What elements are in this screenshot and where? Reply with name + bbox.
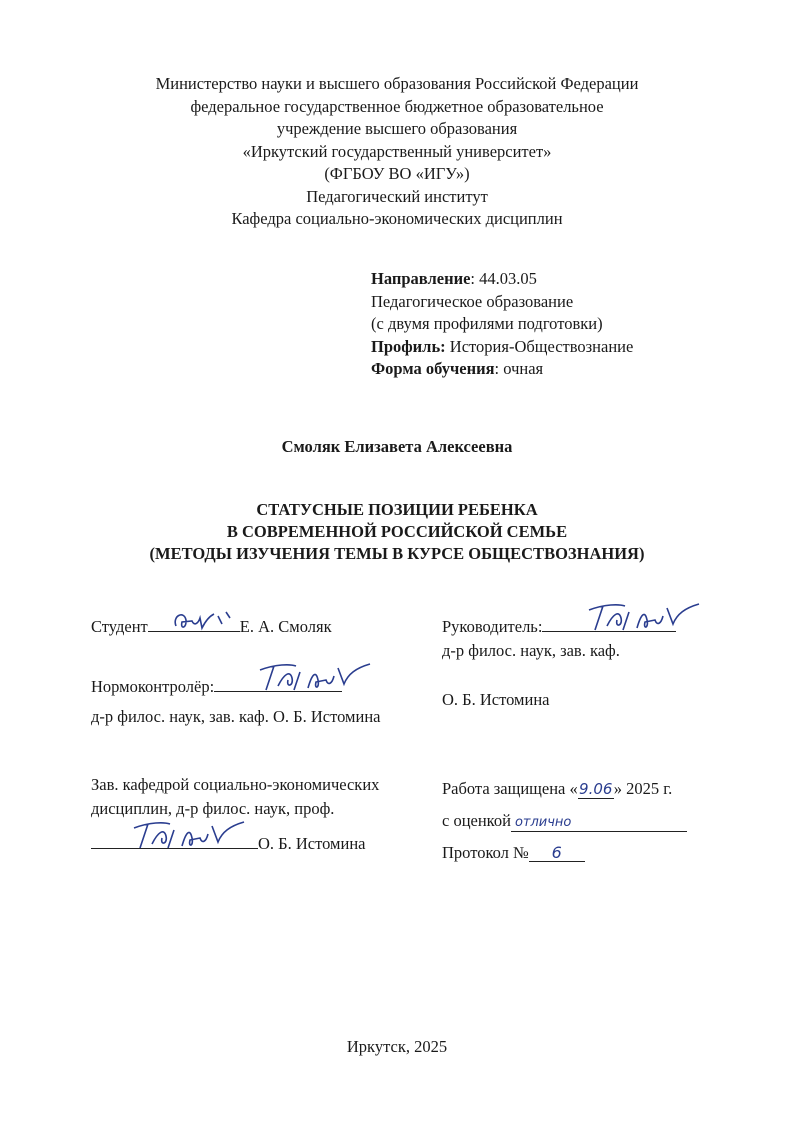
header-line-1: Министерство науки и высшего образования Российской Федерации xyxy=(155,74,639,93)
header-line-2: федеральное государственное бюджетное образовательное xyxy=(190,96,604,116)
profile-line xyxy=(371,336,633,359)
student-label: Студент xyxy=(91,617,148,636)
protocol-value: 6 xyxy=(529,844,585,862)
defended-date: 9.06 xyxy=(579,780,613,798)
footer-city-year: Иркутск, 2025 xyxy=(346,1037,448,1056)
direction-line-3: (с двумя профилями подготовки) xyxy=(371,314,603,333)
defense-block xyxy=(442,773,687,869)
protocol-label: Протокол № xyxy=(442,843,529,862)
grade-value: отлично xyxy=(511,814,687,832)
title-line-1: СТАТУСНЫЕ ПОЗИЦИИ РЕБЕНКА xyxy=(256,500,538,519)
head-line-1: Зав. кафедрой социально-экономических xyxy=(91,775,380,794)
head-block xyxy=(91,773,379,821)
normcontrol-signature xyxy=(256,660,376,696)
thesis-title xyxy=(0,499,794,565)
profile-label: Профиль: xyxy=(371,336,446,356)
supervisor-signature xyxy=(585,600,705,636)
title-line-3: (МЕТОДЫ ИЗУЧЕНИЯ ТЕМЫ В КУРСЕ ОБЩЕСТВОЗНАНИЯ) xyxy=(149,544,645,563)
defended-line xyxy=(442,773,687,805)
form-value: : очная xyxy=(494,359,544,378)
title-line-2: В СОВРЕМЕННОЙ РОССИЙСКОЙ СЕМЬЕ xyxy=(226,522,568,541)
header-line-5: (ФГБОУ ВО «ИГУ») xyxy=(324,164,470,183)
institution-header xyxy=(0,73,794,231)
program-details xyxy=(371,268,633,381)
grade-line xyxy=(442,805,687,837)
header-line-6: Педагогический институт xyxy=(306,186,488,206)
head-name: О. Б. Истомина xyxy=(258,834,366,853)
defended-suffix: » 2025 г. xyxy=(613,779,673,798)
head-signature xyxy=(130,818,250,854)
author-name: Смоляк Елизавета Алексеевна xyxy=(281,437,513,456)
supervisor-label: Руководитель: xyxy=(442,617,543,636)
direction-code: : 44.03.05 xyxy=(470,269,537,288)
header-line-7: Кафедра социально-экономических дисциплин xyxy=(231,209,563,228)
form-label: Форма обучения xyxy=(371,359,495,378)
student-signature xyxy=(170,606,260,634)
defended-prefix: Работа защищена « xyxy=(442,779,578,798)
normcontrol-label: Нормоконтролёр: xyxy=(91,677,215,696)
direction-label: Направление xyxy=(371,269,471,288)
grade-label: с оценкой xyxy=(442,811,511,830)
head-line-2: дисциплин, д-р филос. наук, проф. xyxy=(91,799,335,818)
header-line-4: «Иркутский государственный университет» xyxy=(242,141,552,161)
normcontrol-title: д-р филос. наук, зав. каф. О. Б. Истомина xyxy=(91,707,381,726)
profile-value: История-Обществознание xyxy=(445,336,634,356)
protocol-line xyxy=(442,837,687,869)
form-line xyxy=(371,358,633,381)
direction-line xyxy=(371,268,633,291)
student-name: Е. А. Смоляк xyxy=(239,617,332,636)
supervisor-name: О. Б. Истомина xyxy=(442,690,550,709)
direction-line-2: Педагогическое образование xyxy=(371,291,574,311)
supervisor-title: д-р филос. наук, зав. каф. xyxy=(442,641,620,660)
header-line-3: учреждение высшего образования xyxy=(276,119,518,138)
